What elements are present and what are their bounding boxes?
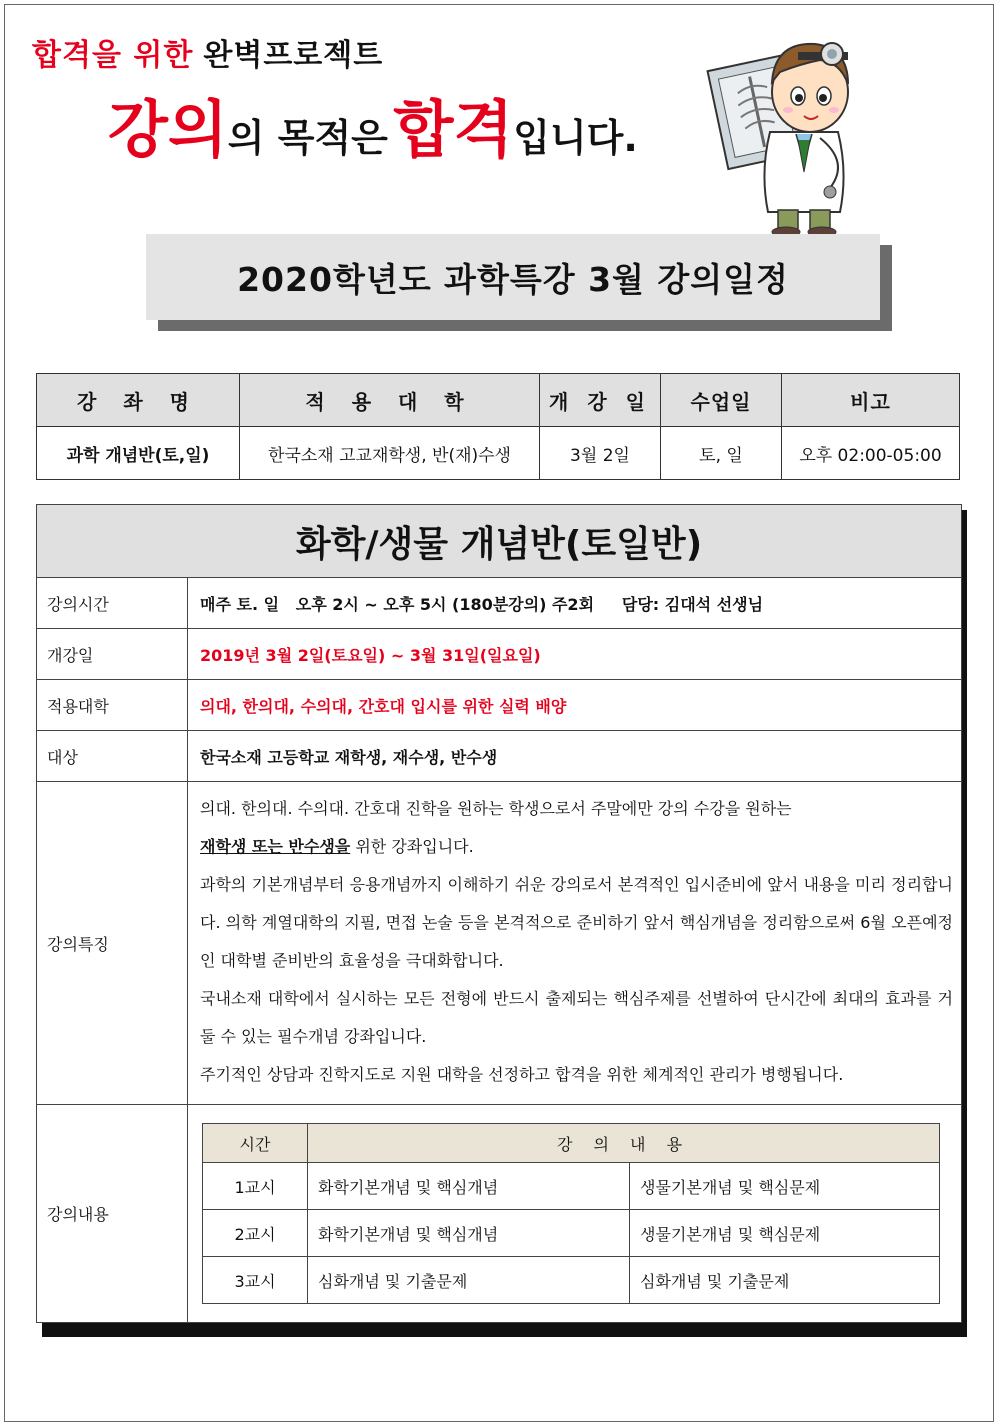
feature-paragraph: 과학의 기본개념부터 응용개념까지 이해하기 쉬운 강의로서 본격적인 입시준비에 앞서 내용을 미리 정리합니다. 의학 계열대학의 지필, 면접 논술 등을 본격적으로 준비하기 앞서 핵심개념을 정리함으로써 6월 오픈예정인 대학별 준비반의 효율성을 극대화합니다. <box>200 875 953 970</box>
summary-course-name: 과학 개념반(토,일) <box>37 427 240 480</box>
row-value: 한국소재 고등학교 재학생, 재수생, 반수생 <box>188 731 962 782</box>
content-header-subject: 강 의 내 용 <box>308 1124 940 1163</box>
header-slogan <box>108 80 638 169</box>
header-note: 비고 <box>782 374 960 427</box>
course-row-target <box>37 731 962 782</box>
summary-note: 오후 02:00-05:00 <box>782 427 960 480</box>
summary-universities: 한국소재 고교재학생, 반(재)수생 <box>240 427 540 480</box>
content-cell <box>188 1105 962 1323</box>
content-row <box>203 1257 940 1304</box>
course-row-universities <box>37 680 962 731</box>
content-header-row <box>203 1124 940 1163</box>
doctor-illustration <box>700 12 880 237</box>
summary-table <box>36 373 960 480</box>
course-row-time <box>37 578 962 629</box>
tagline-black: 완벽프로젝트 <box>203 38 384 73</box>
chemistry-topic: 화학기본개념 및 핵심개념 <box>308 1163 630 1210</box>
slogan-purpose: 의 목적은 <box>227 116 388 160</box>
header-universities: 적 용 대 학 <box>240 374 540 427</box>
course-row-start <box>37 629 962 680</box>
feature-paragraph <box>200 790 953 866</box>
features-text <box>188 782 962 1105</box>
banner-title: 2020학년도 과학특강 3월 강의일정 <box>237 259 789 299</box>
course-row-features <box>37 782 962 1105</box>
period: 3교시 <box>203 1257 308 1304</box>
header-tagline <box>32 30 383 74</box>
content-row <box>203 1210 940 1257</box>
row-label: 적용대학 <box>37 680 188 731</box>
summary-row <box>37 427 960 480</box>
content-table <box>202 1123 940 1304</box>
chemistry-topic: 심화개념 및 기출문제 <box>308 1257 630 1304</box>
row-label: 강의내용 <box>37 1105 188 1323</box>
course-table <box>36 504 962 1323</box>
title-banner <box>146 234 880 320</box>
row-label: 강의시간 <box>37 578 188 629</box>
header-start-date: 개 강 일 <box>540 374 661 427</box>
feature-text: 위한 강좌입니다. <box>350 837 474 856</box>
summary-header-row <box>37 374 960 427</box>
chemistry-topic: 화학기본개념 및 핵심개념 <box>308 1210 630 1257</box>
header-course-name: 강 좌 명 <box>37 374 240 427</box>
biology-topic: 생물기본개념 및 핵심문제 <box>630 1210 940 1257</box>
feature-paragraph: 주기적인 상담과 진학지도로 지원 대학을 선정하고 합격을 위한 체계적인 관리가 병행됩니다. <box>200 1065 844 1084</box>
course-row-content <box>37 1105 962 1323</box>
feature-underlined: 재학생 또는 반수생을 <box>200 837 351 856</box>
slogan-end: 입니다. <box>513 116 638 160</box>
course-title: 화학/생물 개념반(토일반) <box>37 505 962 578</box>
tagline-red: 합격을 위한 <box>32 38 194 73</box>
slogan-lecture: 강의 <box>108 93 228 166</box>
row-value: 매주 토. 일 오후 2시 ~ 오후 5시 (180분강의) 주2회 담당: 김대석 선생님 <box>188 578 962 629</box>
row-value: 의대, 한의대, 수의대, 간호대 입시를 위한 실력 배양 <box>188 680 962 731</box>
summary-class-days: 토, 일 <box>661 427 782 480</box>
biology-topic: 생물기본개념 및 핵심문제 <box>630 1163 940 1210</box>
row-label: 대상 <box>37 731 188 782</box>
period: 2교시 <box>203 1210 308 1257</box>
header-class-days: 수업일 <box>661 374 782 427</box>
row-label: 강의특징 <box>37 782 188 1105</box>
content-row <box>203 1163 940 1210</box>
biology-topic: 심화개념 및 기출문제 <box>630 1257 940 1304</box>
feature-text: 의대. 한의대. 수의대. 간호대 진학을 원하는 학생으로서 주말에만 강의 수강을 원하는 <box>200 799 792 818</box>
row-label: 개강일 <box>37 629 188 680</box>
row-value: 2019년 3월 2일(토요일) ~ 3월 31일(일요일) <box>188 629 962 680</box>
period: 1교시 <box>203 1163 308 1210</box>
summary-start-date: 3월 2일 <box>540 427 661 480</box>
slogan-pass: 합격 <box>393 93 514 166</box>
feature-paragraph: 국내소재 대학에서 실시하는 모든 전형에 반드시 출제되는 핵심주제를 선별하여 단시간에 최대의 효과를 거둘 수 있는 필수개념 강좌입니다. <box>200 989 953 1046</box>
content-header-time: 시간 <box>203 1124 308 1163</box>
